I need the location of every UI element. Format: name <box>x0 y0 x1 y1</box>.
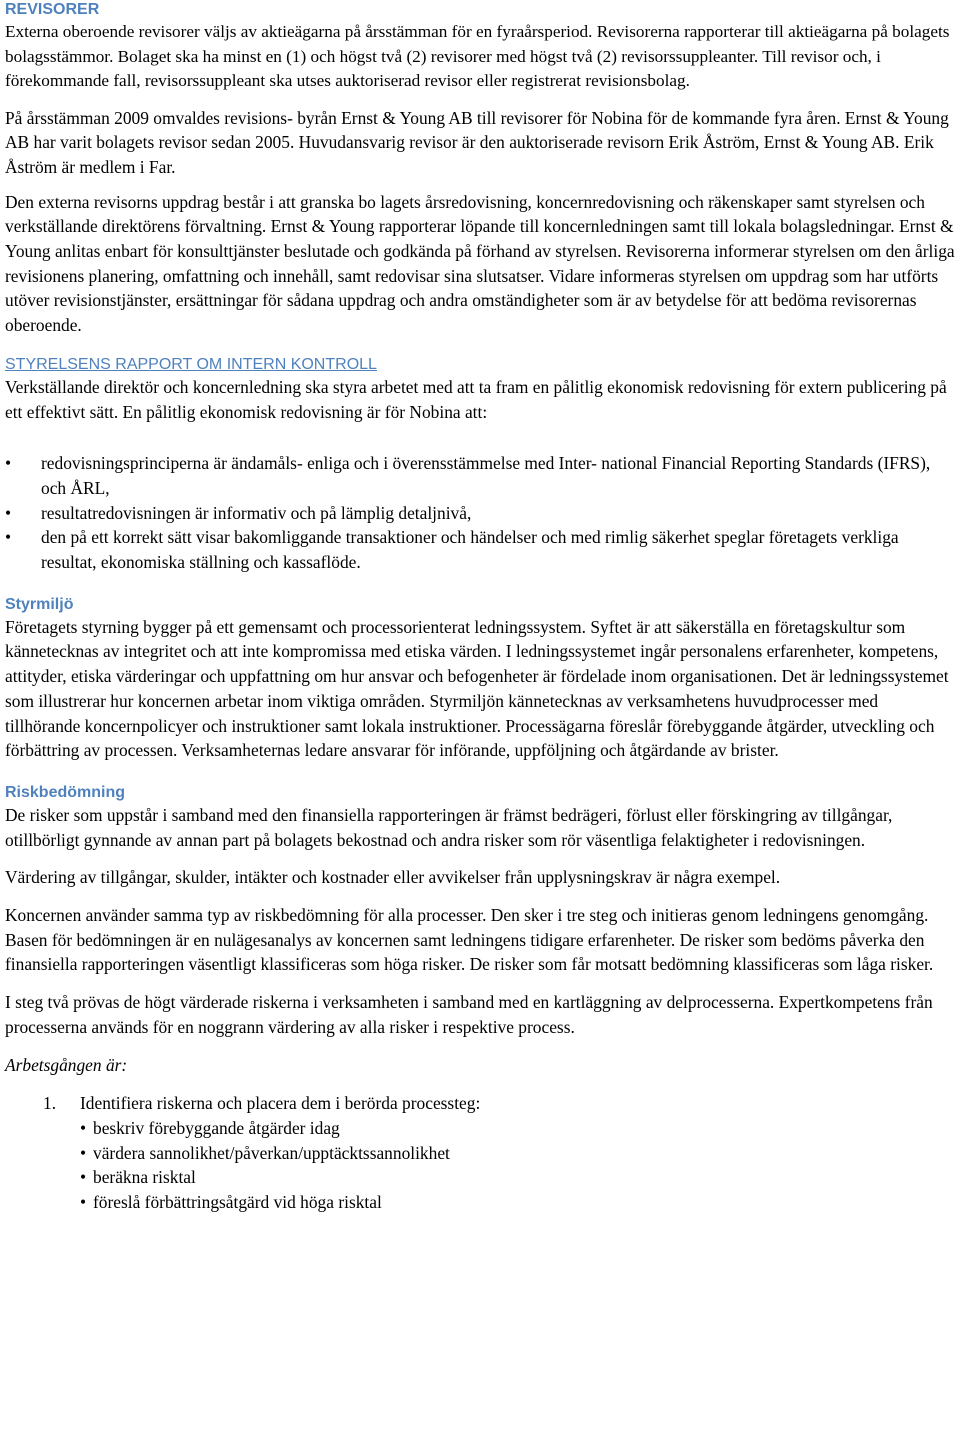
step-subitems <box>80 1116 955 1215</box>
section-intern-kontroll <box>5 355 955 575</box>
list-item-text: redovisningsprinciperna är ändamåls- enliga och i överensstämmelse med Inter- national Financial Reporting Standards (IFRS), och ÅRL, <box>41 453 931 498</box>
paragraph-styrmiljo: Företagets styrning bygger på ett gemensamt och processorienterat ledningssystem. Syftet är att säkerställa en företagskultur som kännetecknas av integritet och att inte kompromissa med etiska värden. I ledningssystemet ingår personalens erfarenheter, kompetens, attityder, etiska värderingar och uppfattning om hur ansvar och befogenheter är fördelade inom organisationen. Det är ledningssystemet som illustrerar hur koncernen arbetar inom viktiga områden. Styrmiljön kännetecknas av verksamhetens huvudprocesser med tillhörande koncernpolicyer och instruktioner samt lokala instruktioner. Processägarna föreslår förebyggande åtgärder, utveckling och förbättring av processen. Verksamheternas ledare ansvarar för införande, uppföljning och åtgärdande av brister. <box>5 616 949 761</box>
paragraph-revisorer-2: På årsstämman 2009 omvaldes revisions- byrån Ernst & Young AB till revisorer för Nobina för de kommande fyra åren. Ernst & Young AB har varit bolagets revisor sedan 2005. Huvudansvarig revisor är den auktoriserade revisorn Erik Åström, Ernst & Young AB. Erik Åström är medlem i Far. <box>5 107 949 177</box>
bullet-icon: • <box>80 1192 87 1213</box>
step-text: Identifiera riskerna och placera dem i berörda processteg: <box>80 1093 481 1114</box>
bullet-icon: • <box>5 527 12 548</box>
bullet-icon: • <box>80 1142 87 1163</box>
sub-list-item-text: beräkna risktal <box>93 1167 196 1188</box>
paragraph-intern-kontroll: Verkställande direktör och koncernledning ska styra arbetet med att ta fram en pålitlig ekonomisk redovisning för extern publicering på ett effektivt sätt. En pålitlig ekonomisk redovisning är för Nobina att: <box>5 376 947 422</box>
step-item <box>5 1091 955 1215</box>
bullet-icon: • <box>5 453 12 474</box>
sub-list-item <box>80 1190 955 1215</box>
sub-list-item <box>80 1116 955 1141</box>
bullet-icon: • <box>5 502 12 523</box>
list-item-text: resultatredovisningen är informativ och på lämplig detaljnivå, <box>41 502 472 523</box>
paragraph-revisorer-1: Externa oberoende revisorer väljs av aktieägarna på årsstämman för en fyraårsperiod. Revisorerna rapporterar till aktieägarna på bolagets bolagsstämmor. Bolaget ska ha minst en (1) och högst två (2) revisorer med högst två (2) revisorssuppleanter. Till revisor och, i förekommande fall, revisorssuppleant ska utses auktoriserad revisor eller registrerat revisionsbolag. <box>5 22 950 90</box>
sub-list-item <box>80 1141 955 1166</box>
list-item-text: den på ett korrekt sätt visar bakomliggande transaktioner och händelser och med rimlig säkerhet speglar företagets verkliga resultat, ekonomiska ställning och kassaflöde. <box>41 527 899 573</box>
list-item <box>5 501 955 526</box>
section-revisorer <box>5 0 955 338</box>
steps-list <box>5 1091 955 1215</box>
list-item <box>5 451 955 500</box>
paragraph-riskbedomning-4: I steg två prövas de högt värderade riskerna i verksamheten i samband med en kartläggning av delprocesserna. Expertkompetens från processerna används för en noggrann värdering av alla risker i respektive process. <box>5 992 933 1037</box>
sub-list-item-text: värdera sannolikhet/påverkan/upptäcktssannolikhet <box>93 1142 450 1163</box>
bullet-icon: • <box>80 1167 87 1188</box>
requirements-list <box>5 451 955 575</box>
section-riskbedomning <box>5 783 955 1215</box>
heading-revisorer: REVISORER <box>5 1 100 18</box>
paragraph-revisorer-3: Den externa revisorns uppdrag består i att granska bo lagets årsredovisning, koncernredovisning och räkenskaper samt styrelsen och verkställande direktörens förvaltning. Ernst & Young rapporterar löpande till koncernledningen samt till lokala bolagsledningar. Ernst & Young anlitas enbart för konsulttjänster beslutade och godkända på förhand av styrelsen. Revisorerna informerar styrelsen om den årliga revisionens planering, omfattning och innehåll, samt redovisar sina slutsatser. Vidare informeras styrelsen om uppdrag som har utförts utöver revisionstjänster, ersättningar för sådana uppdrag och andra omständigheter som är av betydelse för att bedöma revisorernas oberoende. <box>5 191 955 336</box>
sub-list-item <box>80 1165 955 1190</box>
arbetsgang-label: Arbetsgången är: <box>5 1054 128 1075</box>
sub-list-item-text: beskriv förebyggande åtgärder idag <box>93 1118 340 1138</box>
paragraph-riskbedomning-1: De risker som uppstår i samband med den finansiella rapporteringen är främst bedrägeri, förlust eller förskingring av tillgångar, otillbörligt gynnande av annan part på bolagets bekostnad och andra risker som rör väsentliga felaktigheter i redovisningen. <box>5 804 893 850</box>
paragraph-riskbedomning-2: Värdering av tillgångar, skulder, intäkter och kostnader eller avvikelser från upplysningskrav är några exempel. <box>5 867 781 888</box>
heading-styrmiljo: Styrmiljö <box>5 595 74 613</box>
sub-list-item-text: föreslå förbättringsåtgärd vid höga risktal <box>93 1192 382 1213</box>
bullet-icon: • <box>80 1118 87 1138</box>
document-page <box>5 0 955 1215</box>
section-styrmiljo <box>5 595 955 763</box>
list-item <box>5 525 955 574</box>
paragraph-riskbedomning-3: Koncernen använder samma typ av riskbedömning för alla processer. Den sker i tre steg och initieras genom ledningens genomgång. Basen för bedömningen är en nulägesanalys av koncernen samt ledningens tidigare erfarenheter. De risker som bedöms påverka den finansiella rapporteringen väsentligt klassificeras som höga risker. De risker som får motsatt bedömning klassificeras som låga risker. <box>5 905 934 975</box>
heading-intern-kontroll: STYRELSENS RAPPORT OM INTERN KONTROLL <box>5 355 377 373</box>
step-number: 1. <box>43 1093 57 1114</box>
heading-riskbedomning: Riskbedömning <box>5 783 126 801</box>
